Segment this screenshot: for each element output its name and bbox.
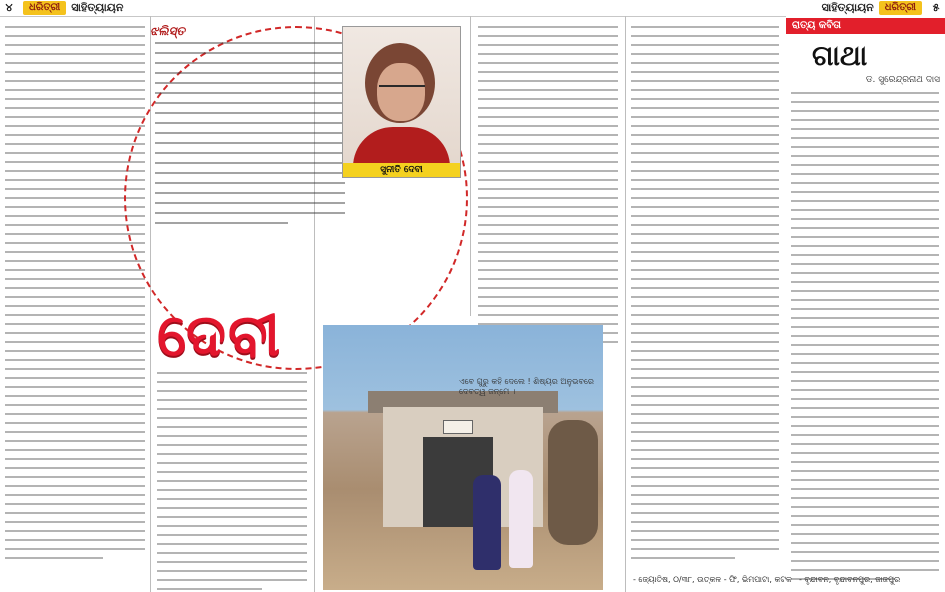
- story-headline: ଦେବୀ: [157, 301, 283, 369]
- right-section-label: ସାହିତ୍ୟାୟନ: [821, 1, 874, 14]
- photo-person: [473, 475, 501, 570]
- feature-tag: ଝଲିସ୍ତ: [150, 24, 185, 38]
- story-photo: [323, 325, 603, 590]
- sidebar-story-text: [791, 92, 939, 587]
- story-column-3: [478, 26, 618, 359]
- left-publication-badge: ଧରିତ୍ରୀ: [23, 1, 66, 15]
- article-footer: - ଜ୍ୟୋତିଷ, ୦/୩୮, ଉତ୍କଳ - ଫି, ଭିମପାଟା, କଟକ: [633, 575, 792, 584]
- photo-person: [509, 470, 533, 568]
- story-column-1: [5, 26, 145, 566]
- author-bio-text: [155, 42, 345, 232]
- left-page-number: ୪: [5, 1, 13, 14]
- glasses-icon: [379, 85, 425, 97]
- photo-sign: [443, 420, 473, 434]
- column-rule: [150, 16, 151, 592]
- author-caption: ସୁନୀତି ଦେବୀ: [343, 163, 460, 177]
- story-quote: ଏବେ ଗୁରୁ କହି ଦେଲେ ! ଶିଷ୍ୟର ଅନୁଭବରେ ଦେବତ୍ୱ ଜନ୍ମେ ।: [459, 377, 594, 397]
- story-column-4: [631, 26, 779, 566]
- sidebar-section-head: ରାତ୍ୟ କବିତା: [786, 18, 945, 34]
- sidebar-title: ଗାଥା: [812, 39, 868, 72]
- photo-tree: [548, 420, 598, 545]
- left-section-label: ସାହିତ୍ୟାୟନ: [71, 1, 124, 14]
- column-rule: [625, 16, 626, 592]
- right-page-number: ୫: [932, 1, 940, 14]
- sidebar-footer: - ବୃନ୍ଦାବନ, ବୃନ୍ଦାବନପୁର, ଜାଜପୁର: [799, 575, 901, 584]
- author-portrait: [342, 26, 461, 178]
- story-column-2: [157, 372, 307, 592]
- sidebar-byline: ଡ. ସୁରେନ୍ଦ୍ରନାଥ ଦାସ: [865, 75, 940, 85]
- column-rule: [470, 16, 471, 316]
- page-header: [0, 0, 945, 17]
- header-right: [822, 0, 945, 16]
- header-left: [0, 0, 123, 16]
- right-publication-badge: ଧରିତ୍ରୀ: [879, 1, 922, 15]
